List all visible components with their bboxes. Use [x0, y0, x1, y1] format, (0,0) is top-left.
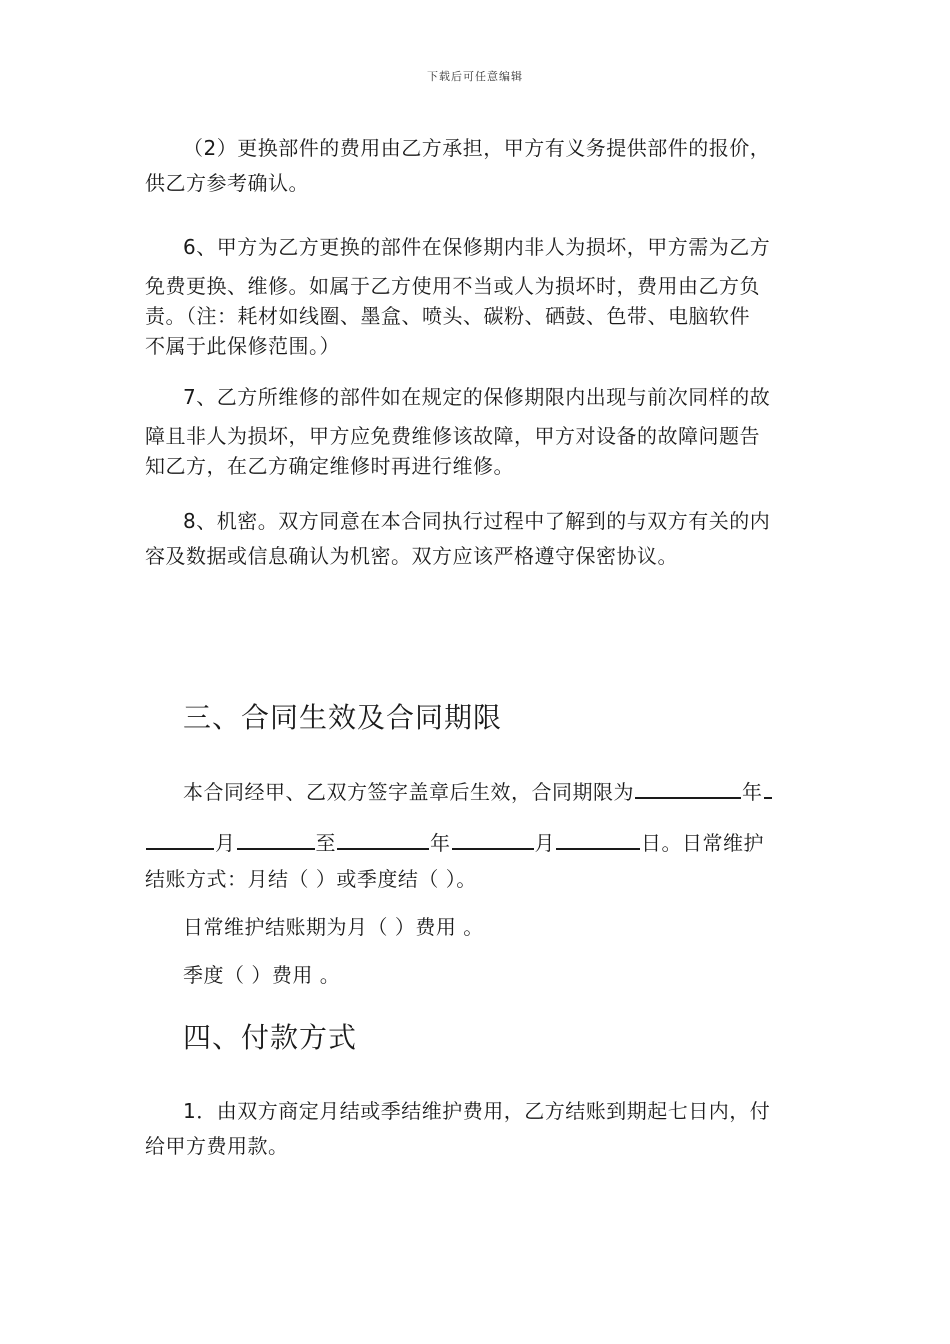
- clause-7-line-2: 障且非人为损坏，甲方应免费维修该故障，甲方对设备的故障问题告: [145, 424, 760, 448]
- clause-2-line-1: （2）更换部件的费用由乙方承担，甲方有义务提供部件的报价，: [183, 136, 771, 160]
- header-note: 下载后可任意编辑: [427, 70, 523, 83]
- payment-clause-1-line-2: 给甲方费用款。: [145, 1134, 289, 1158]
- term-line-1: [183, 775, 773, 807]
- term-line-2: [145, 826, 764, 858]
- term-start-month-blank-b: [146, 826, 214, 850]
- clause-7-line-1: 7、乙方所维修的部件如在规定的保修期限内出现与前次同样的故: [183, 385, 771, 409]
- term-year-label-2: 年: [430, 831, 451, 855]
- payment-clause-1-line-1: 1．由双方商定月结或季结维护费用，乙方结账到期起七日内，付: [183, 1099, 771, 1123]
- clause-2-line-2: 供乙方参考确认。: [145, 171, 309, 195]
- clause-6-line-4: 不属于此保修范围。）: [145, 334, 340, 358]
- term-to-label: 至: [315, 831, 336, 855]
- clause-8-line-1: 8、机密。双方同意在本合同执行过程中了解到的与双方有关的内: [183, 509, 771, 533]
- term-month-label-1: 月: [215, 831, 236, 855]
- clause-8-paragraph: [145, 504, 805, 574]
- clause-6-line-2: 免费更换、维修。如属于乙方使用不当或人为损坏时，费用由乙方负: [145, 274, 760, 298]
- term-end-year-blank: [337, 826, 429, 850]
- clause-7-paragraph: [145, 380, 805, 481]
- section-4-heading: 四、付款方式: [183, 1021, 358, 1054]
- term-start-day-blank: [237, 826, 315, 850]
- section-3-heading: 三、合同生效及合同期限: [183, 701, 503, 734]
- term-day-and-more: 日。日常维护: [641, 831, 764, 855]
- term-month-label-2: 月: [534, 831, 555, 855]
- clause-8-line-2: 容及数据或信息确认为机密。双方应该严格遵守保密协议。: [145, 544, 678, 568]
- term-end-month-blank: [452, 826, 534, 850]
- clause-6-paragraph: [145, 230, 805, 361]
- quarterly-fee-line: 季度（ ）费用 。: [183, 963, 341, 987]
- term-intro-text: 本合同经甲、乙双方签字盖章后生效，合同期限为: [183, 780, 634, 804]
- clause-6-line-3: 责。（注：耗材如线圈、墨盒、喷头、碳粉、硒鼓、色带、电脑软件: [145, 304, 750, 328]
- settlement-method-line: 结账方式：月结（ ）或季度结（ ）。: [145, 867, 477, 891]
- term-end-day-blank: [556, 826, 640, 850]
- clause-7-line-3: 知乙方，在乙方确定维修时再进行维修。: [145, 454, 514, 478]
- clause-2-paragraph: [145, 131, 805, 201]
- term-year-label-1: 年: [742, 780, 763, 804]
- payment-clause-1-paragraph: [145, 1094, 805, 1164]
- settlement-period-line: 日常维护结账期为月（ ）费用 。: [183, 915, 484, 939]
- clause-6-line-1: 6、甲方为乙方更换的部件在保修期内非人为损坏，甲方需为乙方: [183, 235, 771, 259]
- term-start-month-blank-a: [764, 775, 772, 799]
- term-start-year-blank: [635, 775, 741, 799]
